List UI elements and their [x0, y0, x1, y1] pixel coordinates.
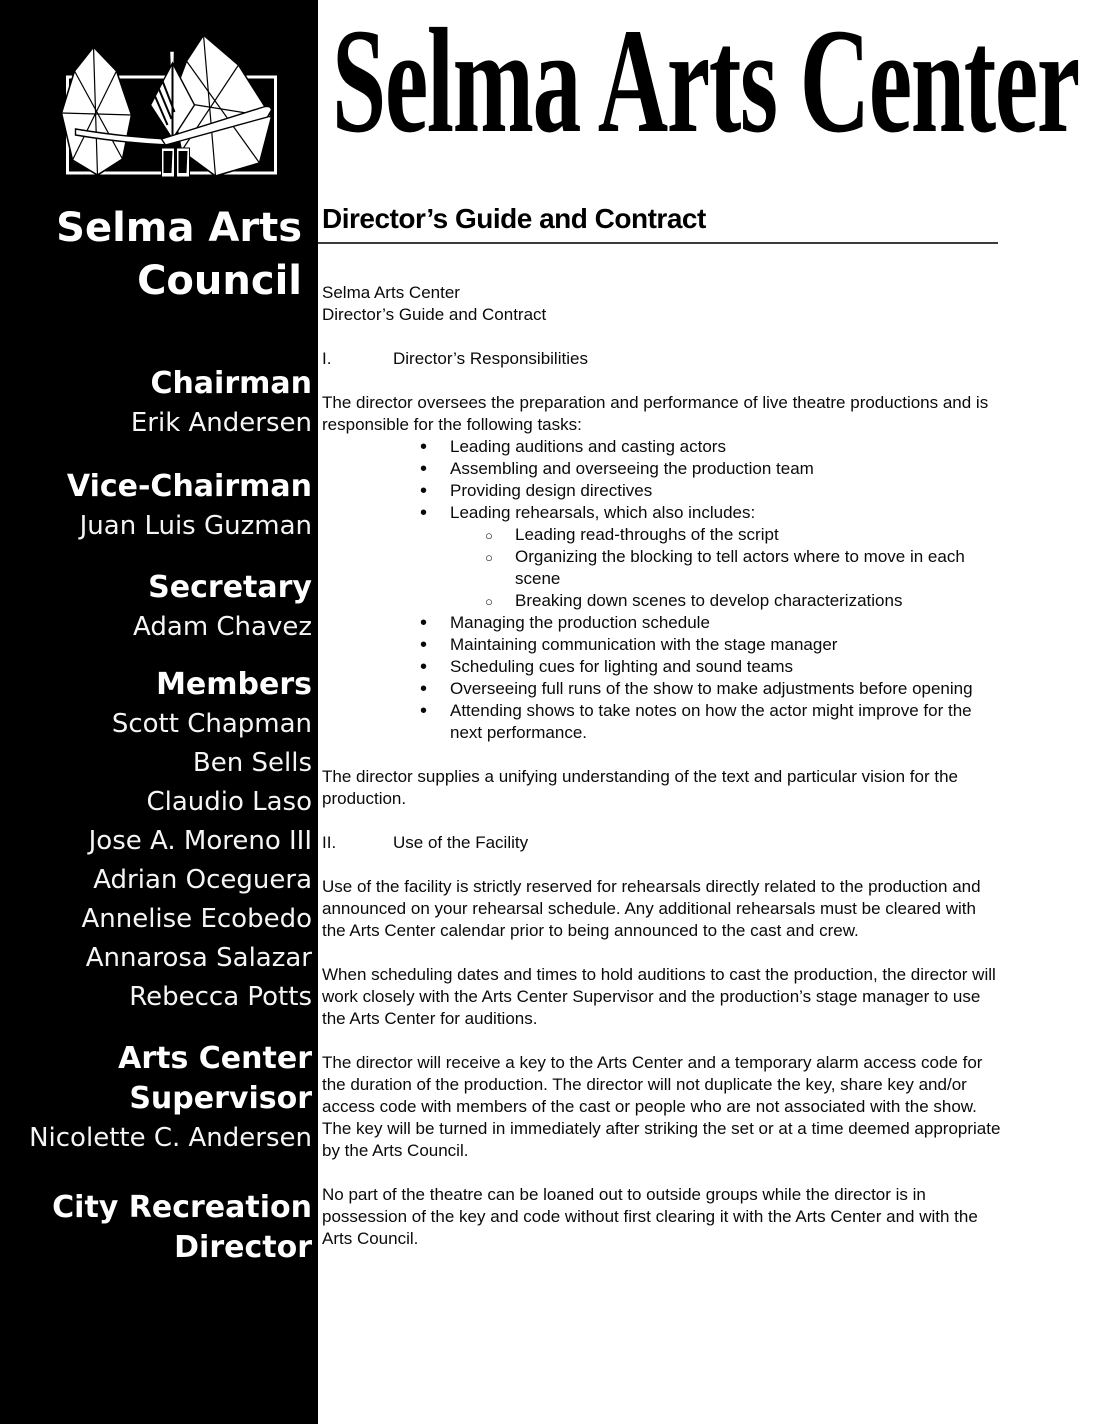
- sub-bullet-item: ○ Organizing the blocking to tell actors where to move in each scene: [322, 546, 1002, 590]
- sub-bullet-item: ○ Breaking down scenes to develop characterizations: [322, 590, 1002, 612]
- section-number: II.: [322, 833, 337, 852]
- bullet-item: • Maintaining communication with the stage manager: [322, 634, 982, 656]
- section-title: Use of the Facility: [393, 833, 529, 852]
- section-number: I.: [322, 349, 332, 368]
- selma-arts-council-logo: [52, 33, 290, 188]
- roster-group-chairman: [0, 364, 318, 443]
- paragraph: The director oversees the preparation and performance of live theatre productions and is responsible for the following tasks:: [322, 393, 989, 434]
- roster-role: City Recreation Director: [52, 1190, 312, 1265]
- doc-subtitle-line: Selma Arts Center: [322, 283, 460, 302]
- roster-group-city-recreation-director: [0, 1188, 318, 1268]
- doc-subtitle-line: Director’s Guide and Contract: [322, 305, 547, 324]
- section-heading-1: [322, 348, 1002, 370]
- org-name-line: Council: [137, 258, 302, 304]
- roster-name: Claudio Laso: [146, 787, 312, 817]
- section-title: Director’s Responsibilities: [393, 349, 588, 368]
- paragraph: Use of the facility is strictly reserved for rehearsals directly related to the production and announced on your rehearsal schedule. Any additional rehearsals must be cleared with the Arts Center calendar prior to being announced to the cast and crew.: [322, 877, 981, 940]
- doc-heading: Director’s Guide and Contract: [318, 202, 998, 244]
- sub-bullet-item: ○ Leading read-throughs of the script: [322, 524, 1002, 546]
- bullet-item: • Overseeing full runs of the show to make adjustments before opening: [322, 678, 982, 700]
- roster-group-vice-chairman: [0, 467, 318, 546]
- roster-name: Scott Chapman: [111, 709, 312, 739]
- bullet-list: [322, 612, 982, 744]
- roster-name: Ben Sells: [192, 748, 312, 778]
- banner-title: Selma Arts Center: [332, 0, 1079, 164]
- roster-role: Secretary: [148, 570, 312, 605]
- roster-name: Adam Chavez: [133, 612, 312, 642]
- org-name: [0, 202, 318, 308]
- document-content: [318, 0, 1120, 1424]
- roster-group-arts-center-supervisor: [0, 1039, 318, 1158]
- bullet-item: • Assembling and overseeing the production team: [322, 458, 982, 480]
- bullet-item: • Providing design directives: [322, 480, 982, 502]
- paragraph: The director supplies a unifying understanding of the text and particular vision for the production.: [322, 767, 958, 808]
- paragraph: No part of the theatre can be loaned out to outside groups while the director is in possession of the key and code without first clearing it with the Arts Center and with the Arts Council.: [322, 1185, 978, 1248]
- bullet-item: • Managing the production schedule: [322, 612, 982, 634]
- section-heading-2: [322, 832, 1002, 854]
- roster-name: Juan Luis Guzman: [79, 511, 312, 541]
- roster-name: Annelise Ecobedo: [81, 904, 312, 934]
- origami-theatre-icon: [52, 33, 290, 188]
- roster-name: Erik Andersen: [130, 408, 312, 438]
- roster-name: Jose A. Moreno III: [88, 826, 312, 856]
- roster-role: Chairman: [150, 366, 312, 401]
- doc-body: [318, 282, 1120, 1250]
- bullet-item: • Leading rehearsals, which also includes:: [322, 502, 982, 524]
- bullet-list: [322, 436, 982, 524]
- sidebar: [0, 0, 318, 1424]
- roster-name: Rebecca Potts: [129, 982, 312, 1012]
- roster-group-secretary: [0, 568, 318, 647]
- bullet-item: • Attending shows to take notes on how the actor might improve for the next performance.: [322, 700, 982, 744]
- sub-bullet-list: [322, 524, 1002, 612]
- roster-role: Vice-Chairman: [66, 469, 312, 504]
- paragraph: When scheduling dates and times to hold auditions to cast the production, the director will work closely with the Arts Center Supervisor and the production’s stage manager to use the Arts Center for auditions.: [322, 965, 996, 1028]
- paragraph: The director will receive a key to the Arts Center and a temporary alarm access code for the duration of the production. The director will not duplicate the key, share key and/or access code with members of the cast or people who are not associated with the show. The key will be turned in immediately after striking the set or at a time deemed appropriate by the Arts Council.: [322, 1053, 1001, 1160]
- roster-role: Members: [156, 667, 312, 702]
- roster-name: Annarosa Salazar: [85, 943, 312, 973]
- bullet-item: • Scheduling cues for lighting and sound teams: [322, 656, 982, 678]
- bullet-item: • Leading auditions and casting actors: [322, 436, 982, 458]
- roster-group-members: [0, 665, 318, 1017]
- roster-role: Arts Center Supervisor: [118, 1041, 312, 1116]
- roster-name: Nicolette C. Andersen: [29, 1123, 312, 1153]
- org-name-line: Selma Arts: [56, 205, 302, 251]
- roster-name: Adrian Oceguera: [93, 865, 312, 895]
